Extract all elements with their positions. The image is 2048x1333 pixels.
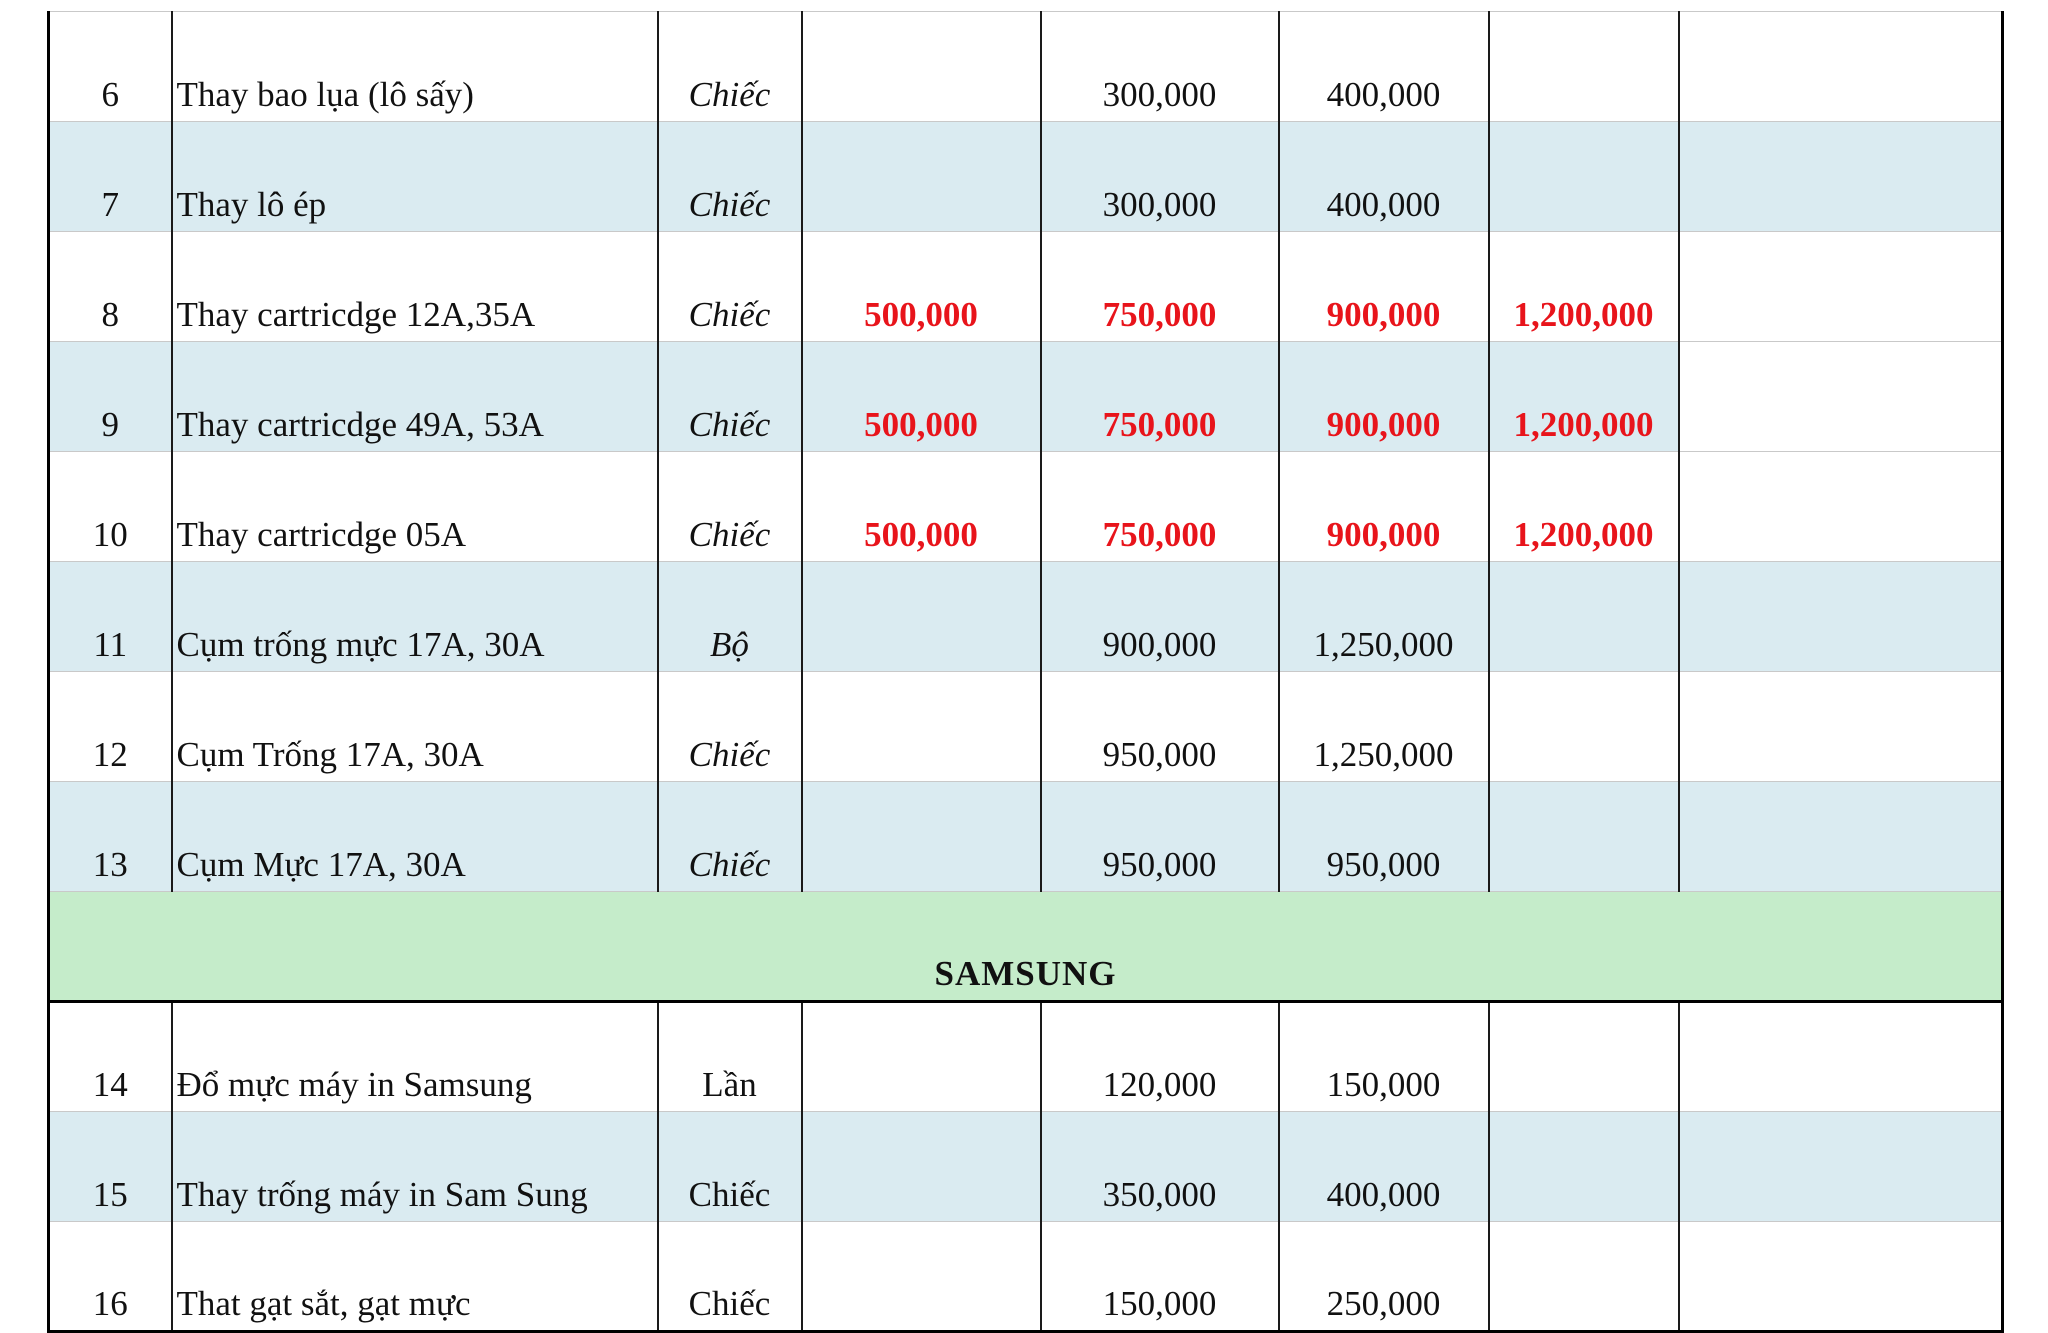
row-number: 9	[49, 342, 172, 452]
table-row	[49, 342, 2003, 452]
price-col-1	[802, 672, 1041, 782]
price-col-1	[802, 1222, 1041, 1332]
service-name: Cụm Mực 17A, 30A	[172, 782, 658, 892]
table-row	[49, 12, 2003, 122]
price-col-3: 400,000	[1279, 1112, 1489, 1222]
unit-cell: Chiếc	[658, 12, 802, 122]
row-number: 10	[49, 452, 172, 562]
price-col-5	[1679, 782, 2003, 892]
unit-cell: Lần	[658, 1002, 802, 1112]
table-row	[49, 562, 2003, 672]
unit-cell: Chiếc	[658, 452, 802, 562]
section-samsung	[49, 892, 2003, 1002]
price-col-4	[1489, 1222, 1679, 1332]
price-col-4	[1489, 672, 1679, 782]
price-col-4	[1489, 782, 1679, 892]
price-col-1	[802, 782, 1041, 892]
row-number: 11	[49, 562, 172, 672]
price-col-3: 900,000	[1279, 342, 1489, 452]
price-col-2: 120,000	[1041, 1002, 1279, 1112]
service-name: Thay cartricdge 12A,35A	[172, 232, 658, 342]
unit-cell: Chiếc	[658, 342, 802, 452]
row-number: 16	[49, 1222, 172, 1332]
price-col-5	[1679, 672, 2003, 782]
price-col-3: 1,250,000	[1279, 562, 1489, 672]
price-col-2: 150,000	[1041, 1222, 1279, 1332]
price-col-4: 1,200,000	[1489, 232, 1679, 342]
price-col-5	[1679, 122, 2003, 232]
service-name: Thay trống máy in Sam Sung	[172, 1112, 658, 1222]
row-number: 15	[49, 1112, 172, 1222]
price-col-1: 500,000	[802, 232, 1041, 342]
price-col-1: 500,000	[802, 452, 1041, 562]
price-col-5	[1679, 232, 2003, 342]
price-col-3: 1,250,000	[1279, 672, 1489, 782]
unit-cell: Bộ	[658, 562, 802, 672]
row-number: 7	[49, 122, 172, 232]
table-row	[49, 1222, 2003, 1332]
price-col-5	[1679, 562, 2003, 672]
price-col-4: 1,200,000	[1489, 452, 1679, 562]
price-col-3: 250,000	[1279, 1222, 1489, 1332]
price-table	[47, 11, 2004, 1333]
price-col-2: 350,000	[1041, 1112, 1279, 1222]
row-number: 12	[49, 672, 172, 782]
price-col-5	[1679, 342, 2003, 452]
price-col-4	[1489, 562, 1679, 672]
price-col-5	[1679, 1222, 2003, 1332]
price-col-1: 500,000	[802, 342, 1041, 452]
row-number: 13	[49, 782, 172, 892]
price-col-2: 750,000	[1041, 232, 1279, 342]
service-name: Thay cartricdge 05A	[172, 452, 658, 562]
price-col-1	[802, 1002, 1041, 1112]
price-col-1	[802, 562, 1041, 672]
price-col-4	[1489, 122, 1679, 232]
unit-cell: Chiếc	[658, 1112, 802, 1222]
price-col-5	[1679, 1112, 2003, 1222]
price-col-2: 300,000	[1041, 122, 1279, 232]
table-row	[49, 1002, 2003, 1112]
price-col-2: 750,000	[1041, 452, 1279, 562]
price-table-body-top	[49, 12, 2003, 892]
price-col-4	[1489, 1002, 1679, 1112]
section-row	[49, 892, 2003, 1002]
price-col-1	[802, 1112, 1041, 1222]
unit-cell: Chiếc	[658, 232, 802, 342]
row-number: 14	[49, 1002, 172, 1112]
price-col-5	[1679, 12, 2003, 122]
table-row	[49, 1112, 2003, 1222]
price-col-4: 1,200,000	[1489, 342, 1679, 452]
table-row	[49, 122, 2003, 232]
price-col-2: 750,000	[1041, 342, 1279, 452]
price-col-4	[1489, 12, 1679, 122]
price-col-2: 900,000	[1041, 562, 1279, 672]
unit-cell: Chiếc	[658, 122, 802, 232]
price-col-2: 950,000	[1041, 782, 1279, 892]
price-col-3: 400,000	[1279, 122, 1489, 232]
row-number: 8	[49, 232, 172, 342]
price-col-1	[802, 12, 1041, 122]
service-name: Thay cartricdge 49A, 53A	[172, 342, 658, 452]
service-name: Đổ mực máy in Samsung	[172, 1002, 658, 1112]
table-row	[49, 782, 2003, 892]
unit-cell: Chiếc	[658, 1222, 802, 1332]
service-name: That gạt sắt, gạt mực	[172, 1222, 658, 1332]
row-number: 6	[49, 12, 172, 122]
price-table-body-bottom	[49, 1002, 2003, 1332]
price-col-5	[1679, 452, 2003, 562]
section-title: SAMSUNG	[49, 892, 2003, 1002]
price-col-2: 950,000	[1041, 672, 1279, 782]
price-col-3: 950,000	[1279, 782, 1489, 892]
table-row	[49, 232, 2003, 342]
price-col-3: 400,000	[1279, 12, 1489, 122]
unit-cell: Chiếc	[658, 672, 802, 782]
price-col-4	[1489, 1112, 1679, 1222]
table-row	[49, 672, 2003, 782]
price-col-1	[802, 122, 1041, 232]
unit-cell: Chiếc	[658, 782, 802, 892]
price-col-3: 900,000	[1279, 452, 1489, 562]
price-col-2: 300,000	[1041, 12, 1279, 122]
service-name: Thay bao lụa (lô sấy)	[172, 12, 658, 122]
service-name: Cụm trống mực 17A, 30A	[172, 562, 658, 672]
table-row	[49, 452, 2003, 562]
price-col-3: 150,000	[1279, 1002, 1489, 1112]
price-col-5	[1679, 1002, 2003, 1112]
price-col-3: 900,000	[1279, 232, 1489, 342]
service-name: Cụm Trống 17A, 30A	[172, 672, 658, 782]
service-name: Thay lô ép	[172, 122, 658, 232]
